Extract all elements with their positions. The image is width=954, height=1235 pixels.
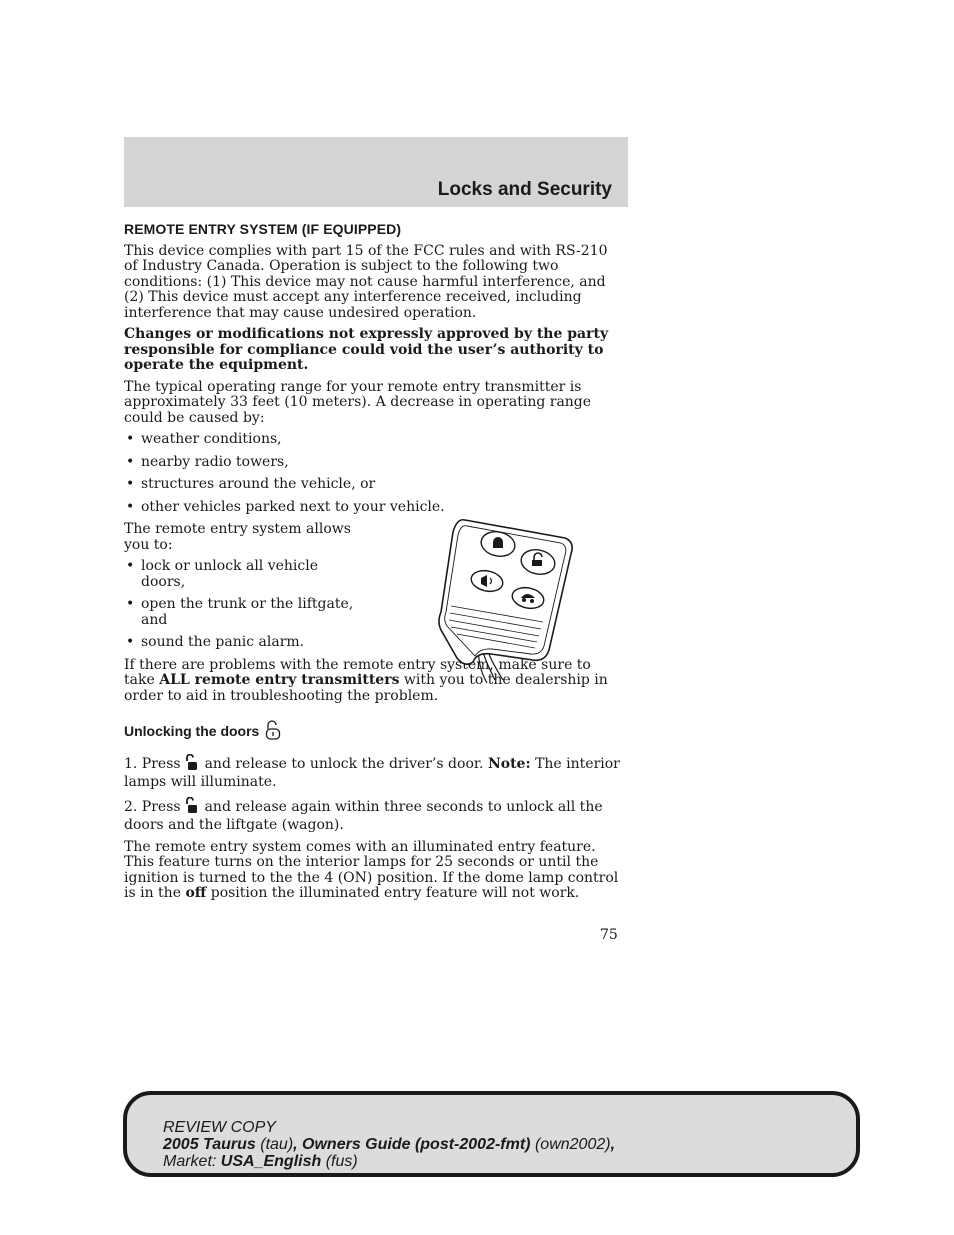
footer-guide: , Owners Guide (post-2002-fmt) (293, 1136, 531, 1153)
list-item: • lock or unlock all vehicle doors, (124, 559, 359, 590)
problems-text-start: If there are problems with the remote entry system, make sure to take (124, 656, 591, 688)
list-item: • open the trunk or the liftgate, and (124, 597, 359, 628)
step-1-note-text: The interior lamps will illuminate. (124, 755, 620, 790)
illuminated-entry-paragraph (124, 840, 624, 902)
footer-market-line (163, 1153, 615, 1170)
review-copy-footer (123, 1091, 860, 1177)
unlock-button-icon (185, 797, 199, 819)
step-1-prefix: 1. Press (124, 755, 181, 772)
footer-comma: , (610, 1136, 616, 1153)
unlock-step-2 (124, 797, 624, 834)
list-item: • weather conditions, (124, 432, 624, 448)
footer-model-line (163, 1136, 615, 1153)
list-item: • nearby radio towers, (124, 455, 624, 471)
illuminated-text-start: The remote entry system comes with an illuminated entry feature. This feature turns on the interior lamps for 25 seconds or until the ignition is turned to the the 4 (ON) position. If the dome lamp control is in the (124, 838, 619, 901)
chapter-title: Locks and Security (437, 179, 612, 200)
illuminated-text-end: position the illuminated entry feature will not work. (206, 885, 580, 901)
footer-market: USA_English (220, 1153, 322, 1170)
section-header-band (124, 137, 628, 207)
range-paragraph: The typical operating range for your remote entry transmitter is approximately 33 feet (10 meters). A decrease in operating range could be caused by: (124, 378, 592, 426)
warning-paragraph: Changes or modifications not expressly approved by the party responsible for compliance could void the user’s authority to operate the equipment. (124, 326, 609, 373)
unlock-icon (265, 720, 281, 744)
step-1-text: and release to unlock the driver’s door. (204, 755, 488, 772)
range-causes-list (124, 432, 624, 515)
capabilities-list (124, 559, 359, 651)
section-heading: REMOTE ENTRY SYSTEM (IF EQUIPPED) (124, 221, 402, 237)
unlocking-heading (124, 720, 624, 744)
footer-model: 2005 Taurus (163, 1136, 256, 1153)
unlocking-title: Unlocking the doors (124, 723, 260, 739)
review-copy-label: REVIEW COPY (163, 1119, 276, 1136)
footer-market-code: (fus) (321, 1153, 358, 1170)
footer-guide-code: (own2002) (530, 1136, 611, 1153)
allows-paragraph: The remote entry system allows you to: (124, 521, 351, 553)
footer-model-code: (tau) (255, 1136, 294, 1153)
step-2-text: and release again within three seconds to unlock all the doors and the liftgate (wagon). (124, 798, 603, 833)
list-item: • other vehicles parked next to your vehicle. (124, 500, 624, 516)
page-number: 75 (600, 927, 618, 943)
footer-text (163, 1119, 615, 1170)
list-item: • structures around the vehicle, or (124, 477, 624, 493)
problems-emphasis: ALL remote entry transmitters (159, 672, 400, 688)
problems-text-end: with you to the dealership in order to aid in troubleshooting the problem. (124, 672, 608, 704)
step-1-note-label: Note: (487, 755, 531, 772)
list-item: • sound the panic alarm. (124, 635, 359, 651)
fcc-paragraph: This device complies with part 15 of the FCC rules and with RS-210 of Industry Canada. Operation is subject to the following two conditions: (1) This device may not cause harmful interference, and (2) This device must accept any interference received, including interference that may cause undesired operation. (124, 242, 608, 321)
footer-market-label: Market: (163, 1153, 217, 1170)
remote-entry-fob-icon (437, 518, 577, 688)
illuminated-emphasis: off (185, 885, 207, 901)
unlock-button-icon (185, 754, 199, 776)
unlock-step-1 (124, 754, 624, 791)
step-2-prefix: 2. Press (124, 798, 181, 815)
